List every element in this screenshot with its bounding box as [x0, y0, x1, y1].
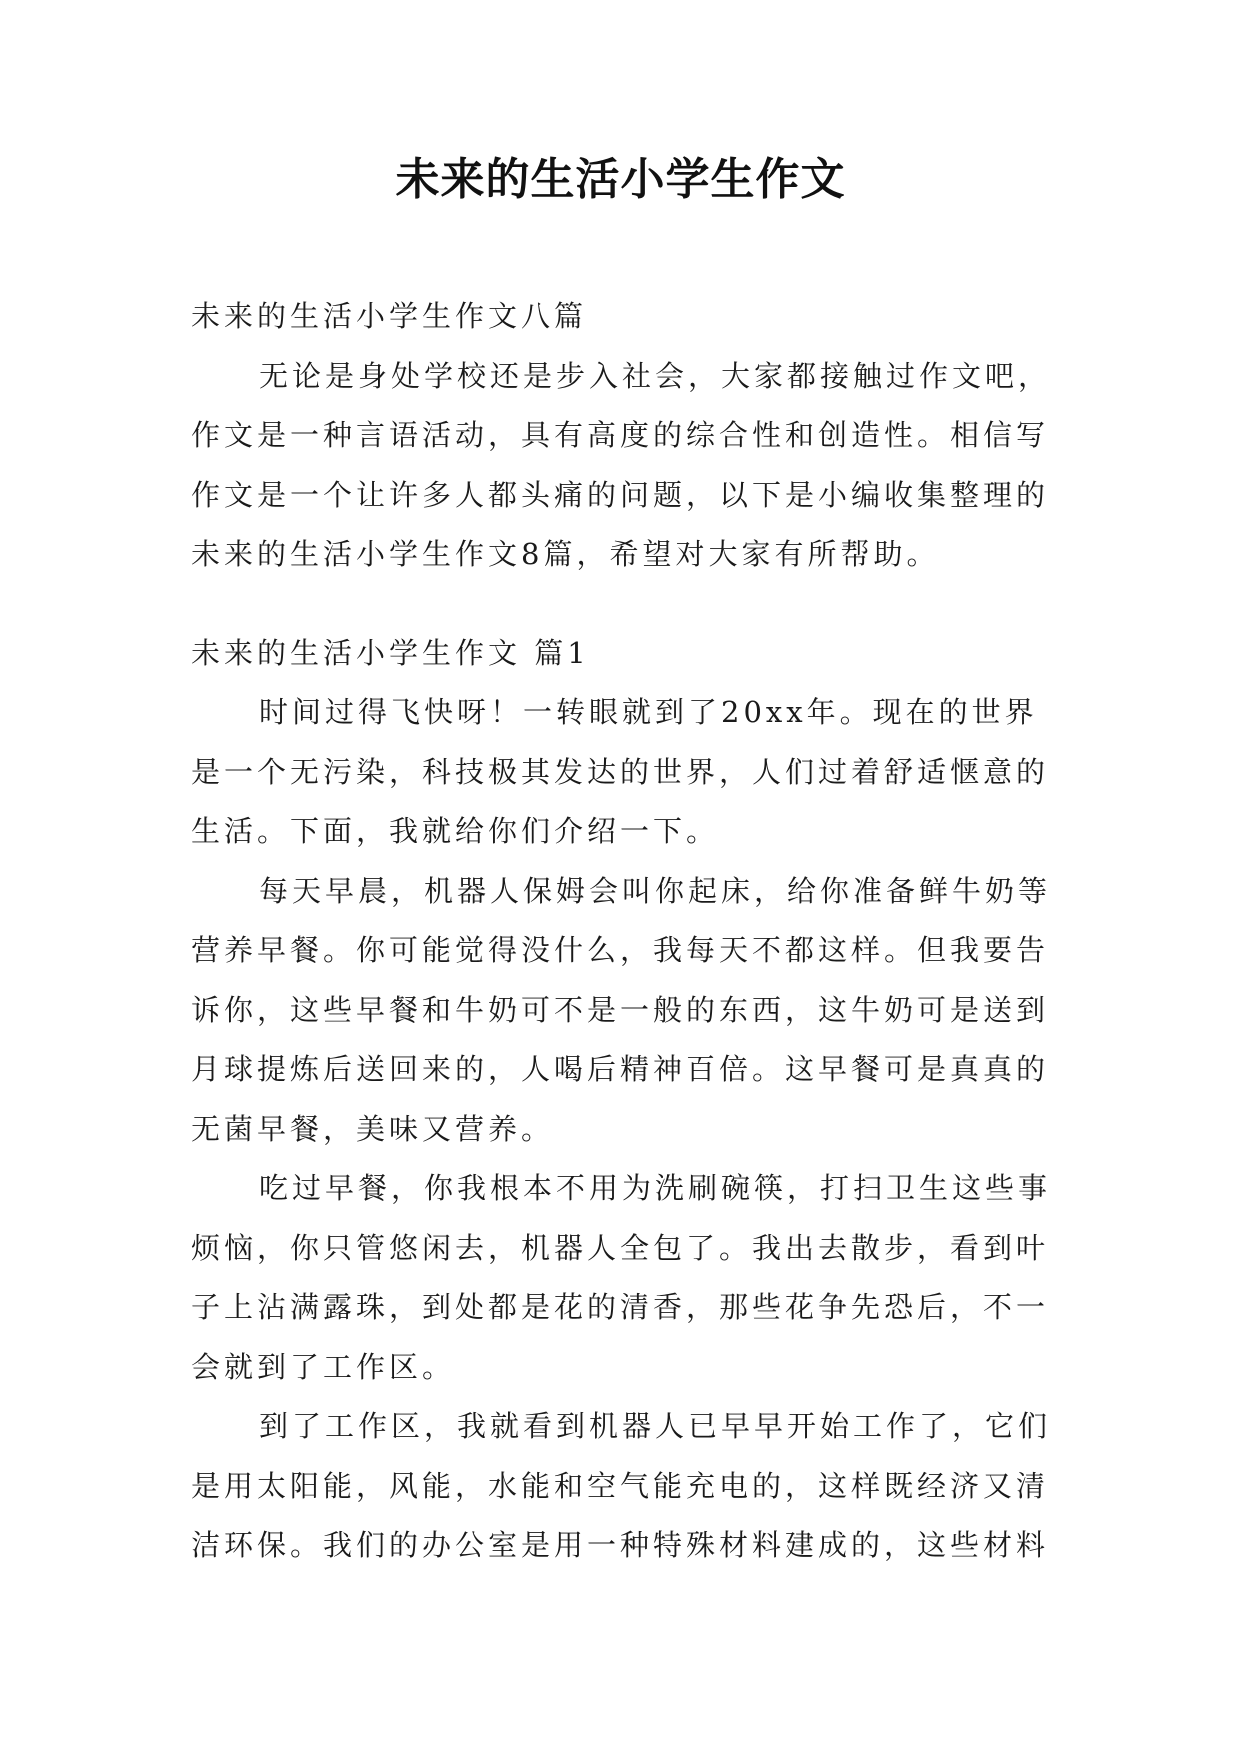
- body-paragraph: 时间过得飞快呀！一转眼就到了20xx年。现在的世界是一个无污染，科技极其发达的世界，人们过着舒适惬意的生活。下面，我就给你们介绍一下。: [191, 695, 1050, 848]
- document-title: 未来的生活小学生作文: [395, 154, 846, 205]
- body-paragraph: 每天早晨，机器人保姆会叫你起床，给你准备鲜牛奶等营养早餐。你可能觉得没什么，我每天不都这样。但我要告诉你，这些早餐和牛奶可不是一般的东西，这牛奶可是送到月球提炼后送回来的，人喝后精神百倍。这早餐可是真真的无菌早餐，美味又营养。: [191, 873, 1052, 1146]
- body-paragraph: 到了工作区，我就看到机器人已早早开始工作了，它们是用太阳能，风能，水能和空气能充电的，这样既经济又清洁环保。我们的办公室是用一种特殊材料建成的，这些材料: [191, 1409, 1052, 1562]
- document-subtitle: 未来的生活小学生作文八篇: [191, 299, 588, 333]
- section-spacer: [191, 585, 1061, 624]
- document-body: [191, 287, 1061, 1576]
- intro-paragraph: 无论是身处学校还是步入社会，大家都接触过作文吧，作文是一种言语活动，具有高度的综合性和创造性。相信写作文是一个让许多人都头痛的问题，以下是小编收集整理的未来的生活小学生作文8篇，希望对大家有所帮助。: [191, 358, 1052, 571]
- body-paragraph: 吃过早餐，你我根本不用为洗刷碗筷，打扫卫生这些事烦恼，你只管悠闲去，机器人全包了。我出去散步，看到叶子上沾满露珠，到处都是花的清香，那些花争先恐后，不一会就到了工作区。: [191, 1171, 1052, 1384]
- section-heading: 未来的生活小学生作文 篇1: [191, 635, 590, 670]
